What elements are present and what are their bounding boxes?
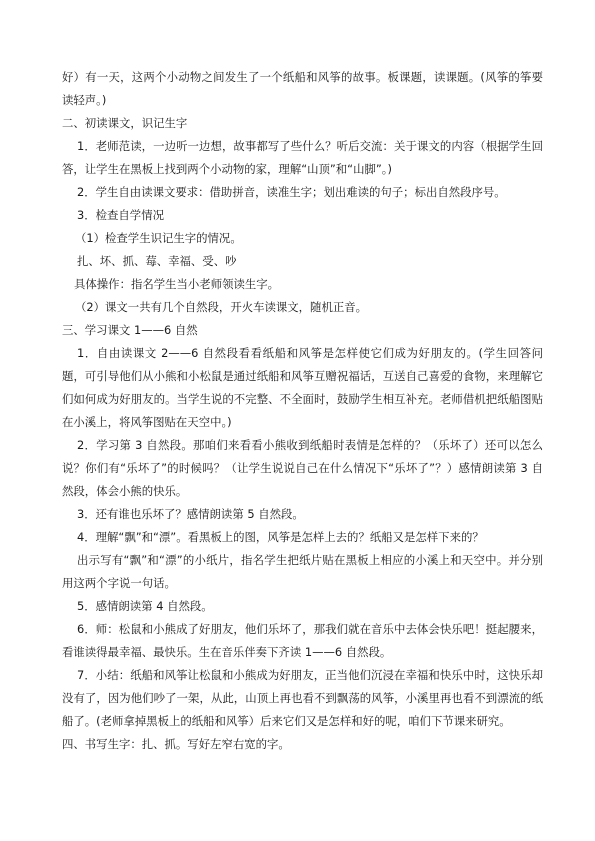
section-heading-writing: 四、书写生字：扎、抓。写好左窄右宽的字。 xyxy=(62,737,290,751)
paragraph-student-reading: 2．学生自由读课文要求：借助拼音，读准生字；划出难读的句子；标出自然段序号。 xyxy=(77,185,506,199)
paragraph-summary: 7．小结：纸船和风筝让松鼠和小熊成为好朋友，正当他们沉浸在幸福和快乐中时，这快乐却没有了，因为他们吵了一架，从此，山顶上再也看不到飘荡的风筝，小溪里再也看不到漂流的纸船了。(老师拿掉黑板上的纸船和风筝）后来它们又是怎样和好的呢，咱们下节课来研究。 xyxy=(62,668,543,728)
paragraph-check-characters: （1）检查学生识记生字的情况。 xyxy=(75,231,242,245)
paragraph-intro: 好）有一天，这两个小动物之间发生了一个纸船和风筝的故事。板课题，读课题。(风筝的筝要读轻声。) xyxy=(62,70,543,107)
paragraph-paragraph-count: （2）课文一共有几个自然段，开火车读课文，随机正音。 xyxy=(75,300,368,314)
paragraph-show-cards: 出示写有“飘”和“漂”的小纸片，指名学生把纸片贴在黑板上相应的小溪上和天空中。并分别用这两个字说一句话。 xyxy=(62,553,543,590)
paragraph-operation: 具体操作：指名学生当小老师领读生字。 xyxy=(74,277,280,291)
section-heading-study: 三、学习课文 1——6 自然 xyxy=(62,323,198,337)
paragraph-section-3: 2．学习第 3 自然段。那咱们来看看小熊收到纸船时表情是怎样的？（乐坏了）还可以怎么说？你们有“乐坏了”的时候吗？（让学生说说自己在什么情况下“乐坏了”？）感情朗读第 3 自然段，体会小熊的快乐。 xyxy=(62,438,543,498)
paragraph-free-reading: 1．自由读课文 2——6 自然段看看纸船和风筝是怎样使它们成为好朋友的。(学生回答问题，可引导他们从小熊和小松鼠是通过纸船和风筝互赠祝福话，互送自己喜爱的食物，来理解它们如何成为好朋友的。当学生说的不完整、不全面时，鼓励学生相互补充。老师借机把纸船图贴在小溪上，将风筝图贴在天空中。) xyxy=(62,346,543,429)
document-body xyxy=(62,66,543,756)
section-heading-reading: 二、初读课文，识记生字 xyxy=(62,116,188,130)
paragraph-music-reading: 6．师：松鼠和小熊成了好朋友，他们乐坏了，那我们就在音乐中去体会快乐吧！挺起腰来，看谁读得最幸福、最快乐。生在音乐伴奏下齐读 1——6 自然段。 xyxy=(62,622,543,659)
character-list: 扎、坏、抓、莓、幸福、受、吵 xyxy=(77,254,237,268)
paragraph-teacher-reading: 1．老师范读，一边听一边想，故事都写了些什么？听后交流：关于课文的内容（根据学生回答，让学生在黑板上找到两个小动物的家，理解“山顶”和“山脚”。) xyxy=(62,139,543,176)
paragraph-who-else: 3．还有谁也乐坏了？感情朗读第 5 自然段。 xyxy=(77,507,304,521)
paragraph-check-selfstudy: 3．检查自学情况 xyxy=(77,208,164,222)
paragraph-understand-words: 4．理解“飘”和“漂”。看黑板上的图，风筝是怎样上去的？纸船又是怎样下来的？ xyxy=(77,530,484,544)
paragraph-read-section-4: 5．感情朗读第 4 自然段。 xyxy=(77,599,213,613)
